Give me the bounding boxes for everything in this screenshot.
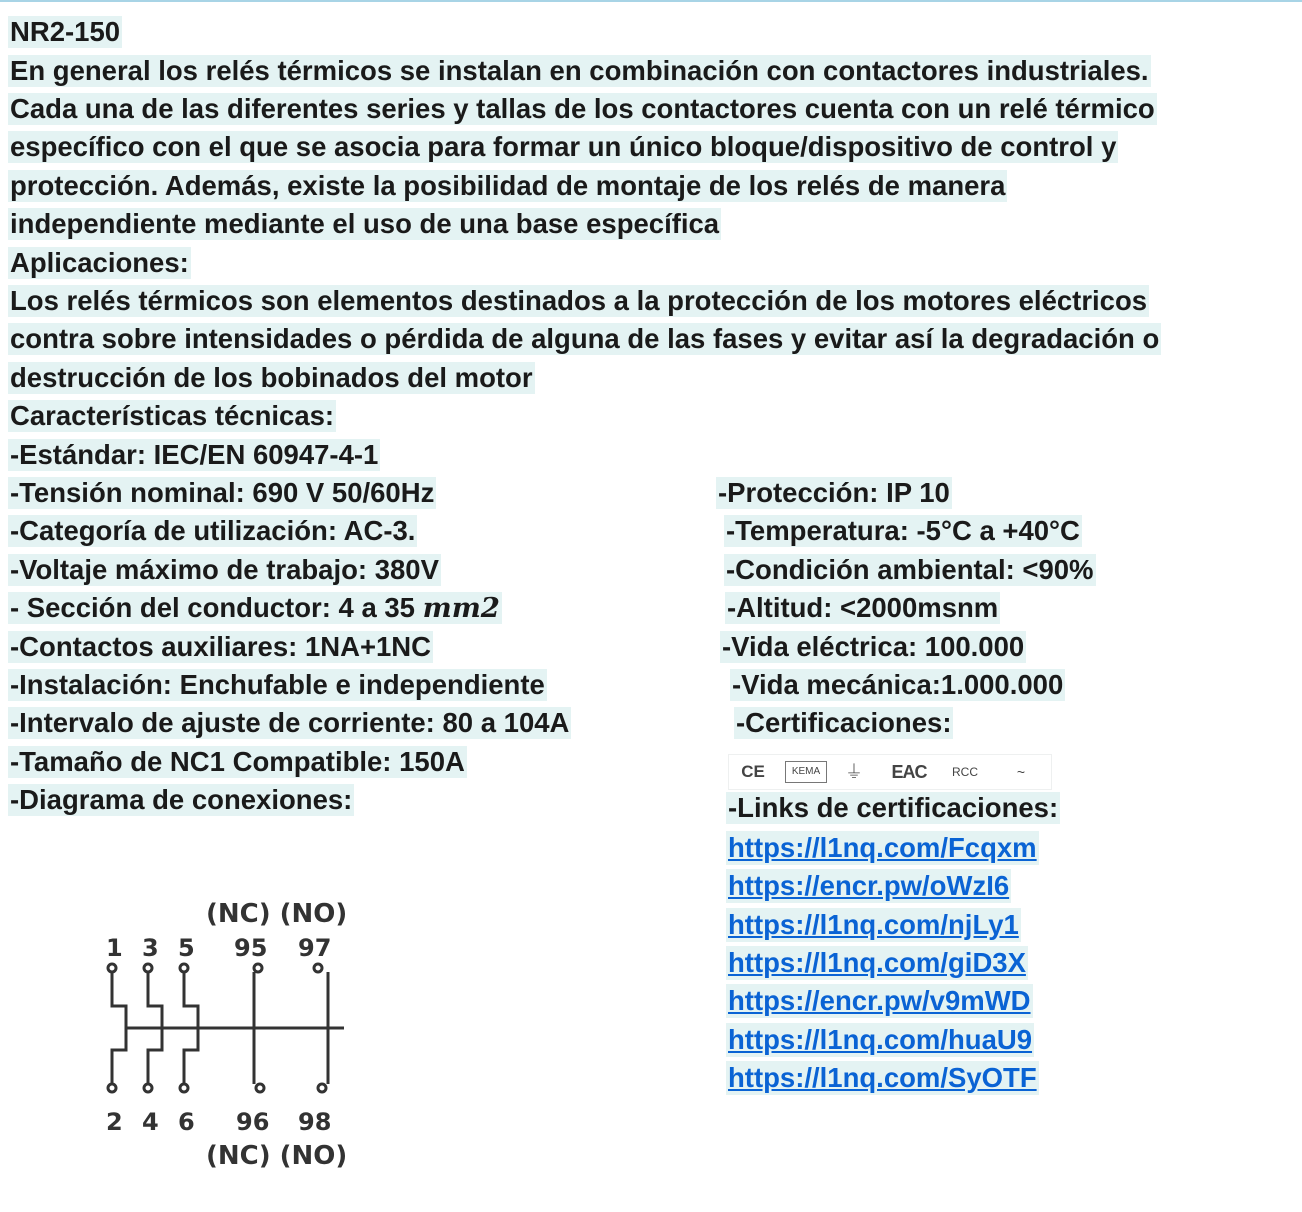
spec-mechanical-life: -Vida mecánica:1.000.000 — [732, 669, 1064, 700]
specs-heading: Características técnicas: — [10, 400, 335, 431]
eac-mark-icon: EAC — [891, 762, 927, 782]
cert-link-5[interactable]: https://encr.pw/v9mWD — [728, 985, 1031, 1016]
ground-mark-icon: ⏚ — [845, 762, 863, 782]
intro-line-3: específico con el que se asocia para formar un único bloque/dispositivo de control y — [10, 131, 1117, 162]
spec-installation: -Instalación: Enchufable e independiente — [10, 669, 545, 700]
spec-nc1-size: -Tamaño de NC1 Compatible: 150A — [10, 746, 465, 777]
terminal-5-label: 5 — [178, 934, 195, 962]
product-title: NR2-150 — [10, 16, 121, 47]
spec-aux-contacts: -Contactos auxiliares: 1NA+1NC — [10, 631, 432, 662]
spec-conductor-section — [8, 592, 502, 624]
intro-line-4: protección. Además, existe la posibilidad de montaje de los relés de manera — [10, 170, 1006, 201]
terminal-95-label: 95 — [234, 934, 268, 962]
spec-conductor-unit: mm2 — [422, 592, 500, 624]
applications-line-2: contra sobre intensidades o pérdida de alguna de las fases y evitar así la degradación o — [10, 323, 1160, 354]
spec-current-range: -Intervalo de ajuste de corriente: 80 a 104A — [10, 707, 570, 738]
certification-logos — [728, 754, 1052, 790]
cert-link-4[interactable]: https://l1nq.com/giD3X — [728, 947, 1026, 978]
diagram-wiring — [108, 964, 344, 1092]
spec-max-voltage: -Voltaje máximo de trabajo: 380V — [10, 554, 439, 585]
spec-protection: -Protección: IP 10 — [718, 477, 950, 508]
terminal-3-label: 3 — [142, 934, 159, 962]
cert-link-3[interactable]: https://l1nq.com/njLy1 — [728, 909, 1019, 940]
spec-standard: -Estándar: IEC/EN 60947-4-1 — [10, 439, 379, 470]
diagram-bottom-labels: (NC) (NO) — [206, 1141, 348, 1171]
spec-altitude: -Altitud: <2000msnm — [727, 592, 999, 623]
spec-electrical-life: -Vida eléctrica: 100.000 — [722, 631, 1025, 662]
spec-voltage: -Tensión nominal: 690 V 50/60Hz — [10, 477, 435, 508]
applications-line-1: Los relés térmicos son elementos destinados a la protección de los motores eléctricos — [10, 285, 1148, 316]
spec-conductor-section-text: - Sección del conductor: 4 a 35 — [10, 592, 423, 623]
top-border — [0, 0, 1302, 2]
terminal-98-label: 98 — [298, 1108, 332, 1136]
cert-link-1[interactable]: https://l1nq.com/Fcqxm — [728, 832, 1037, 863]
spec-certifications-heading: -Certificaciones: — [736, 707, 952, 738]
connection-diagram — [96, 888, 386, 1184]
ce-mark-icon: CE — [741, 762, 765, 781]
links-heading: -Links de certificaciones: — [728, 792, 1059, 823]
terminal-96-label: 96 — [236, 1108, 270, 1136]
intro-line-2: Cada una de las diferentes series y tallas de los contactores cuenta con un relé térmico — [10, 93, 1155, 124]
terminal-4-label: 4 — [142, 1108, 159, 1136]
rcc-mark-icon: RCC — [952, 765, 978, 779]
terminal-2-label: 2 — [106, 1108, 123, 1136]
cert-link-7[interactable]: https://l1nq.com/SyOTF — [728, 1062, 1037, 1093]
terminal-1-label: 1 — [106, 934, 123, 962]
terminal-6-label: 6 — [178, 1108, 195, 1136]
spec-temperature: -Temperatura: -5°C a +40°C — [726, 515, 1080, 546]
spec-category: -Categoría de utilización: AC-3. — [10, 515, 416, 546]
cert-link-6[interactable]: https://l1nq.com/huaU9 — [728, 1024, 1033, 1055]
extra-cert-mark-icon: ~ — [1016, 764, 1026, 780]
applications-heading: Aplicaciones: — [10, 247, 189, 278]
cert-link-2[interactable]: https://encr.pw/oWzI6 — [728, 870, 1010, 901]
intro-line-1: En general los relés térmicos se instalan en combinación con contactores industriales. — [10, 55, 1149, 86]
spec-diagram-heading: -Diagrama de conexiones: — [10, 784, 353, 815]
diagram-top-labels: (NC) (NO) — [206, 899, 348, 929]
kema-mark-icon: KEMA — [785, 761, 827, 783]
terminal-97-label: 97 — [298, 934, 332, 962]
intro-line-5: independiente mediante el uso de una base específica — [10, 208, 720, 239]
applications-line-3: destrucción de los bobinados del motor — [10, 362, 533, 393]
spec-ambient: -Condición ambiental: <90% — [726, 554, 1094, 585]
